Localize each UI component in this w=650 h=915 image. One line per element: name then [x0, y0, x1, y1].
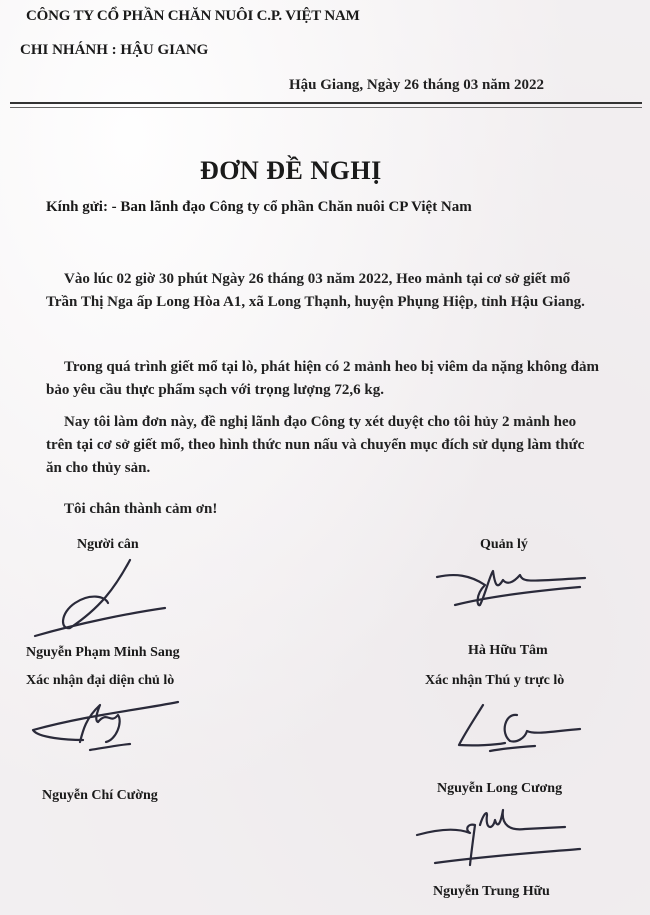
signature-owner-icon — [28, 700, 188, 760]
paragraph-2: Trong quá trình giết mổ tại lò, phát hiện có 2 mảnh heo bị viêm da nặng không đảm bảo yêu cầu thực phẩm sạch với trọng lượng 72,6 kg. — [46, 359, 599, 398]
document-title: ĐƠN ĐỀ NGHỊ — [200, 156, 382, 185]
signature-extra-icon — [415, 805, 595, 875]
signature-role-owner: Xác nhận đại diện chủ lò — [26, 673, 175, 688]
branch-name: CHI NHÁNH : HẬU GIANG — [20, 42, 209, 58]
place-date: Hậu Giang, Ngày 26 tháng 03 năm 2022 — [289, 77, 545, 93]
signature-name-manager: Hà Hữu Tâm — [468, 643, 548, 658]
paragraph-4: Tôi chân thành cảm ơn! — [64, 501, 218, 517]
signature-name-owner: Nguyễn Chí Cường — [42, 788, 158, 803]
header-divider-thin — [10, 107, 642, 108]
signature-weigher-icon — [30, 558, 180, 638]
signature-role-weigher: Người cân — [77, 537, 139, 552]
recipient-line: Kính gửi: - Ban lãnh đạo Công ty cổ phần Chăn nuôi CP Việt Nam — [46, 199, 472, 215]
paragraph-3: Nay tôi làm đơn này, đề nghị lãnh đạo Công ty xét duyệt cho tôi hủy 2 mảnh heo trên tại cơ sở giết mổ, theo hình thức nun nấu và chuyển mục đích sử dụng làm thức ăn cho thủy sản. — [46, 414, 585, 476]
header-divider — [10, 102, 642, 104]
paragraph-1: Vào lúc 02 giờ 30 phút Ngày 26 tháng 03 năm 2022, Heo mảnh tại cơ sở giết mổ Trần Thị Nga ấp Long Hòa A1, xã Long Thạnh, huyện Phụng Hiệp, tỉnh Hậu Giang. — [46, 271, 585, 310]
signature-role-manager: Quản lý — [480, 537, 528, 552]
signature-name-extra: Nguyễn Trung Hữu — [433, 884, 550, 899]
signature-name-weigher: Nguyễn Phạm Minh Sang — [26, 645, 180, 660]
signature-vet-icon — [455, 703, 595, 763]
company-name: CÔNG TY CỔ PHẦN CHĂN NUÔI C.P. VIỆT NAM — [26, 8, 360, 24]
signature-role-vet: Xác nhận Thú y trực lò — [425, 673, 565, 688]
signature-name-vet: Nguyễn Long Cương — [437, 781, 563, 796]
signature-manager-icon — [435, 565, 595, 625]
